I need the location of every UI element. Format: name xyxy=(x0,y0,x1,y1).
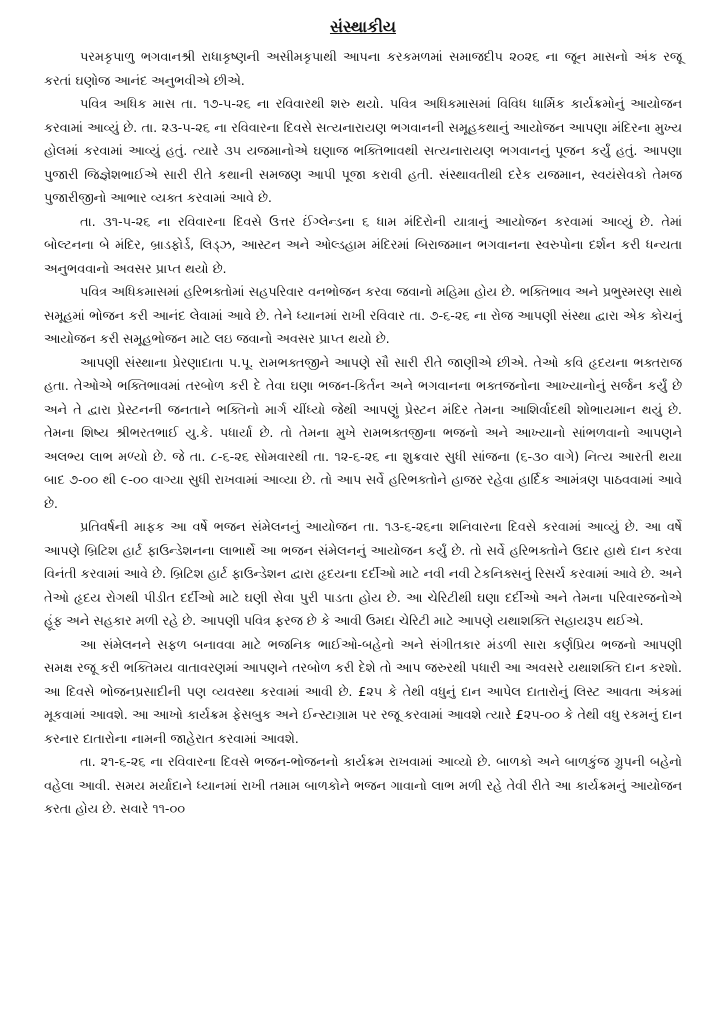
paragraph-bhajan-bhojan: તા. ૨૧-૬-૨૬ ના રવિવારના દિવસે ભજન-ભોજનનો કાર્યક્રમ રાખવામાં આવ્યો છે. બાળકો અને બાળકુંજ ગ્રુપની બહેનો વહેલા આવી. સમય મર્યાદાને ધ્યાનમાં રાખી તમામ બાળકોને ભજન ગાવાનો લાભ મળી રહે તેવી રીતે આ કાર્યક્રમનું આયોજન કરતા હોય છે. સવારે ૧૧-૦૦ xyxy=(44,755,682,817)
paragraph-intro: પરમકૃપાળુ ભગવાનશ્રી રાધાકૃષ્ણની અસીમકૃપાથી આપના કરકમળમાં સમાજદીપ ૨૦૨૬ ના જૂન માસનો અંક રજૂ કરતાં ઘણોજ આનંદ અનુભવીએ છીએ. xyxy=(44,50,682,89)
paragraph-donation: આ સંમેલનને સફળ બનાવવા માટે ભજનિક ભાઈઓ-બહેનો અને સંગીતકાર મંડળી સારા કર્ણપ્રિય ભજનો આપણી સમક્ષ રજૂ કરી ભક્તિમય વાતાવરણમાં આપણને તરબોળ કરી દેશે તો આપ જરુરથી પધારી આ અવસરે યથાશક્તિ દાન કરશો. આ દિવસે ભોજનપ્રસાદીની પણ વ્યવસ્થા કરવામાં આવી છે. £૨૫ કે તેથી વધુનું દાન આપેલ દાતારોનું લિસ્ટ આવતા અંકમાં મૂકવામાં આવશે. આ આખો કાર્યક્રમ ફેસબુક અને ઈન્સ્ટાગ્રામ પર રજૂ કરવામાં આવશે ત્યારે £૨૫-૦૦ કે તેથી વધુ રકમનું દાન કરનાર દાતારોના નામની જાહેરાત કરવામાં આવશે. xyxy=(44,637,682,747)
paragraph-bhajan-sammelan: પ્રતિવર્ષની માફક આ વર્ષે ભજન સંમેલનનું આયોજન તા. ૧૩-૬-૨૬ના શનિવારના દિવસે કરવામાં આવ્યું છે. આ વર્ષે આપણે બ્રિટિશ હાર્ટ ફાઉન્ડેશનના લાભાર્થે આ ભજન સંમેલનનું આયોજન કર્યું છે. તો સર્વે હરિભક્તોને ઉદાર હાથે દાન કરવા વિનંતી કરવામાં આવે છે. બ્રિટિશ હાર્ટ ફાઉન્ડેશન દ્વારા હૃદયના દર્દીઓ માટે નવી નવી ટેકનિક્સનું રિસર્ચ કરવામાં આવે છે. અને તેઓ હૃદય રોગથી પીડીત દર્દીઓ માટે ઘણી સેવા પુરી પાડતા હોય છે. આ ચેરિટીથી ઘણા દર્દીઓ અને તેમના પરિવારજનોએ હૂંફ અને સહકાર મળી રહે છે. આપણી પવિત્ર ફરજ છે કે આવી ઉમદા ચેરિટી માટે આપણે યથાશક્તિ સહાયરૂપ થઈએ. xyxy=(44,520,682,629)
article-body xyxy=(44,46,682,822)
paragraph-adhik-maas: પવિત્ર અધિક માસ તા. ૧૭-૫-૨૬ ના રવિવારથી શરુ થયો. પવિત્ર અધિકમાસમાં વિવિધ ધાર્મિક કાર્યક્રમોનું આયોજન કરવામાં આવ્યું છે. તા. ૨૩-૫-૨૬ ના રવિવારના દિવસે સત્યનારાયણ ભગવાનની સમૂહકથાનું આયોજન આપણા મંદિરના મુખ્ય હોલમાં કરવામાં આવ્યું હતું. ત્યારે ૩૫ યજમાનોએ ઘણાજ ભક્તિભાવથી સત્યનારાયણ ભગવાનનું પૂજન કર્યું હતું. આપણા પુજારી જિજ્ઞેશભાઈએ સારી રીતે કથાની સમજણ આપી પૂજા કરાવી હતી. સંસ્થાવતીથી દરેક યજમાન, સ્વયંસેવકો તેમજ પુજારીજીનો આભાર વ્યક્ત કરવામાં આવે છે. xyxy=(44,97,682,206)
page-title: સંસ્થાકીય xyxy=(329,17,397,36)
paragraph-vanbhojan: પવિત્ર અધિકમાસમાં હરિભક્તોમાં સહપરિવાર વનભોજન કરવા જવાનો મહિમા હોય છે. ભક્તિભાવ અને પ્રભુસ્મરણ સાથે સમૂહમાં ભોજન કરી આનંદ લેવામાં આવે છે. તેને ધ્યાનમાં રાખી રવિવાર તા. ૭-૬-૨૬ ના રોજ આપણી સંસ્થા દ્વારા એક કોચનું આયોજન કરી સમૂહભોજન માટે લઇ જવાનો અવસર પ્રાપ્ત થયો છે. xyxy=(44,285,682,347)
paragraph-rambhaktji: આપણી સંસ્થાના પ્રેરણાદાતા પ.પૂ. રામભક્તજીને આપણે સૌ સારી રીતે જાણીએ છીએ. તેઓ કવિ હૃદયના ભક્તરાજ હતા. તેઓએ ભક્તિભાવમાં તરબોળ કરી દે તેવા ઘણા ભજન-કિર્તન અને ભગવાનના ભક્તજનોના આખ્યાનોનું સર્જન કર્યું છે અને તે દ્વારા પ્રેસ્ટનની જનતાને ભક્તિનો માર્ગ ચીંધ્યો જેથી આપણું પ્રેસ્ટન મંદિર તેમના આશિર્વાદથી શોભાયમાન થયું છે. તેમના શિષ્ય શ્રીભરતભાઈ યુ.કે. પધાર્યા છે. તો તેમના મુખે રામભક્તજીના ભજનો અને આખ્યાનો સાંભળવાનો આપણને અલભ્ય લાભ મળ્યો છે. જે તા. ૮-૬-૨૬ સોમવારથી તા. ૧૨-૬-૨૬ ના શુક્રવાર સુધી સાંજના (૬-૩૦ વાગે) નિત્ય આરતી થયા બાદ ૭-૦૦ થી ૯-૦૦ વાગ્યા સુધી રાખવામાં આવ્યા છે. તો આપ સર્વે હરિભક્તોને હાજર રહેવા હાર્દિક આમંત્રણ પાઠવવામાં આવે છે. xyxy=(44,355,682,512)
paragraph-temple-yatra: તા. ૩૧-૫-૨૬ ના રવિવારના દિવસે ઉત્તર ઈંગ્લેન્ડના ૬ ધામ મંદિરોની યાત્રાનું આયોજન કરવામાં આવ્યું છે. તેમાં બોલ્ટનના બે મંદિર, બ્રાડફોર્ડ, લિડ્ઝ, આસ્ટન અને ઓલ્ડહામ મંદિરમાં બિરાજમાન ભગવાનના સ્વરુપોના દર્શન કરી ધન્યતા અનુભવવાનો અવસર પ્રાપ્ત થયો છે. xyxy=(44,214,682,277)
